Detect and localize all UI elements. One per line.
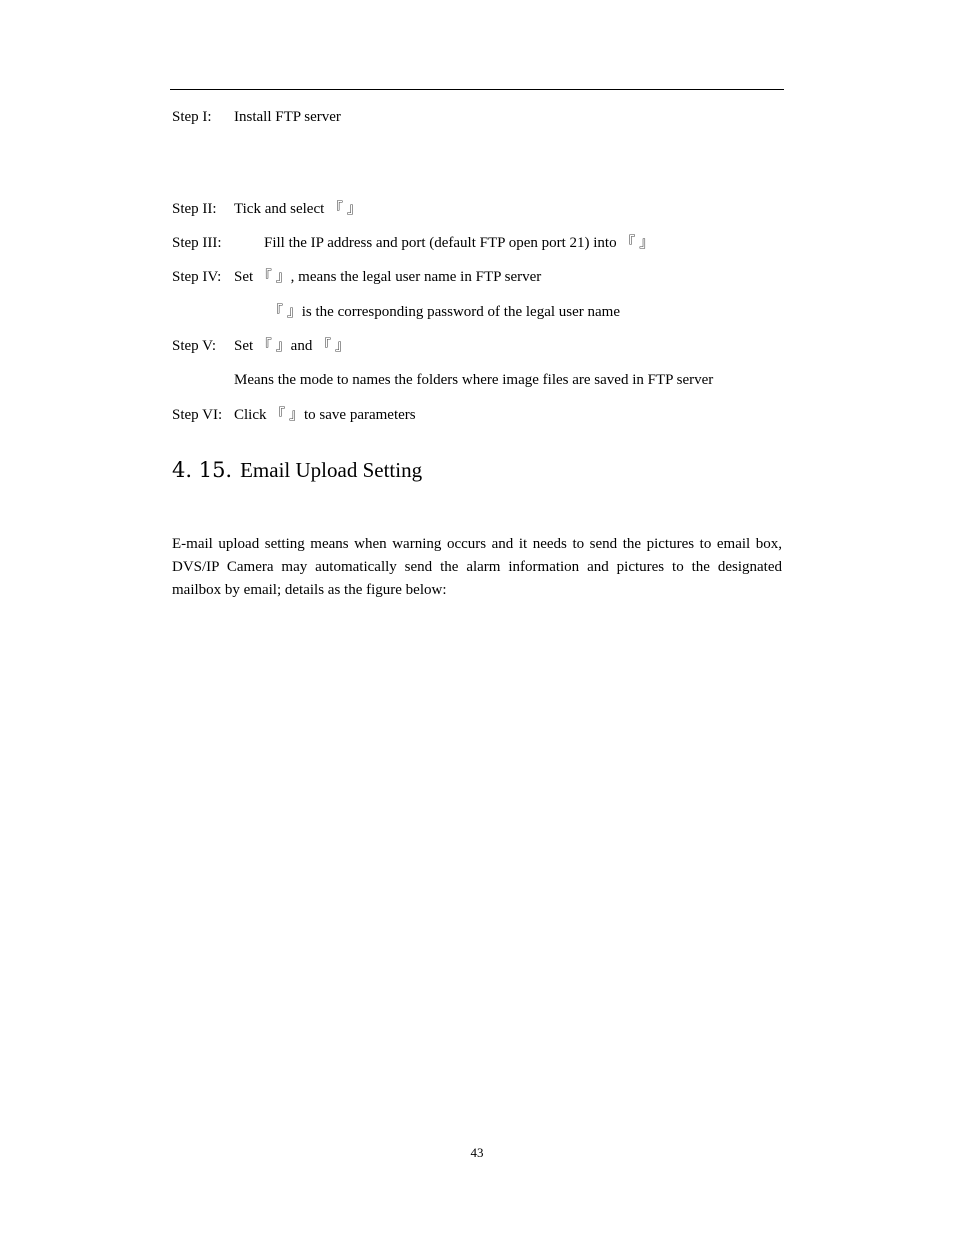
step-text: Install FTP server — [234, 109, 341, 125]
step-label: Step II: — [172, 201, 217, 217]
step-text: Means the mode to names the folders where image files are saved in FTP server — [234, 372, 714, 388]
step-text: 『 』is the corresponding password of the legal user name — [268, 304, 620, 320]
step-text: Fill the IP address and port (default FTP open port 21) into 『 』 — [264, 235, 655, 251]
step-text: Set 『 』and 『 』 — [234, 338, 350, 354]
body-paragraph: E-mail upload setting means when warning occurs and it needs to send the pictures to email box, DVS/IP Camera may automatically send the alarm information and pictures to the designated mailbox by email; details as the figure below: — [172, 536, 782, 598]
step-label: Step III: — [172, 235, 222, 251]
step-text: Set 『 』, means the legal user name in FTP server — [234, 269, 542, 285]
section-number: 4. 15. — [172, 458, 233, 482]
step-label: Step V: — [172, 338, 217, 354]
step-label: Step IV: — [172, 269, 222, 285]
header-rule — [170, 89, 784, 90]
section-title: Email Upload Setting — [240, 458, 423, 482]
step-text: Tick and select 『 』 — [234, 201, 362, 217]
section-heading — [172, 456, 422, 484]
step-label: Step VI: — [172, 407, 223, 423]
page-number: 43 — [470, 1145, 484, 1160]
step-text: Click 『 』to save parameters — [234, 407, 416, 423]
step-label: Step I: — [172, 109, 212, 125]
